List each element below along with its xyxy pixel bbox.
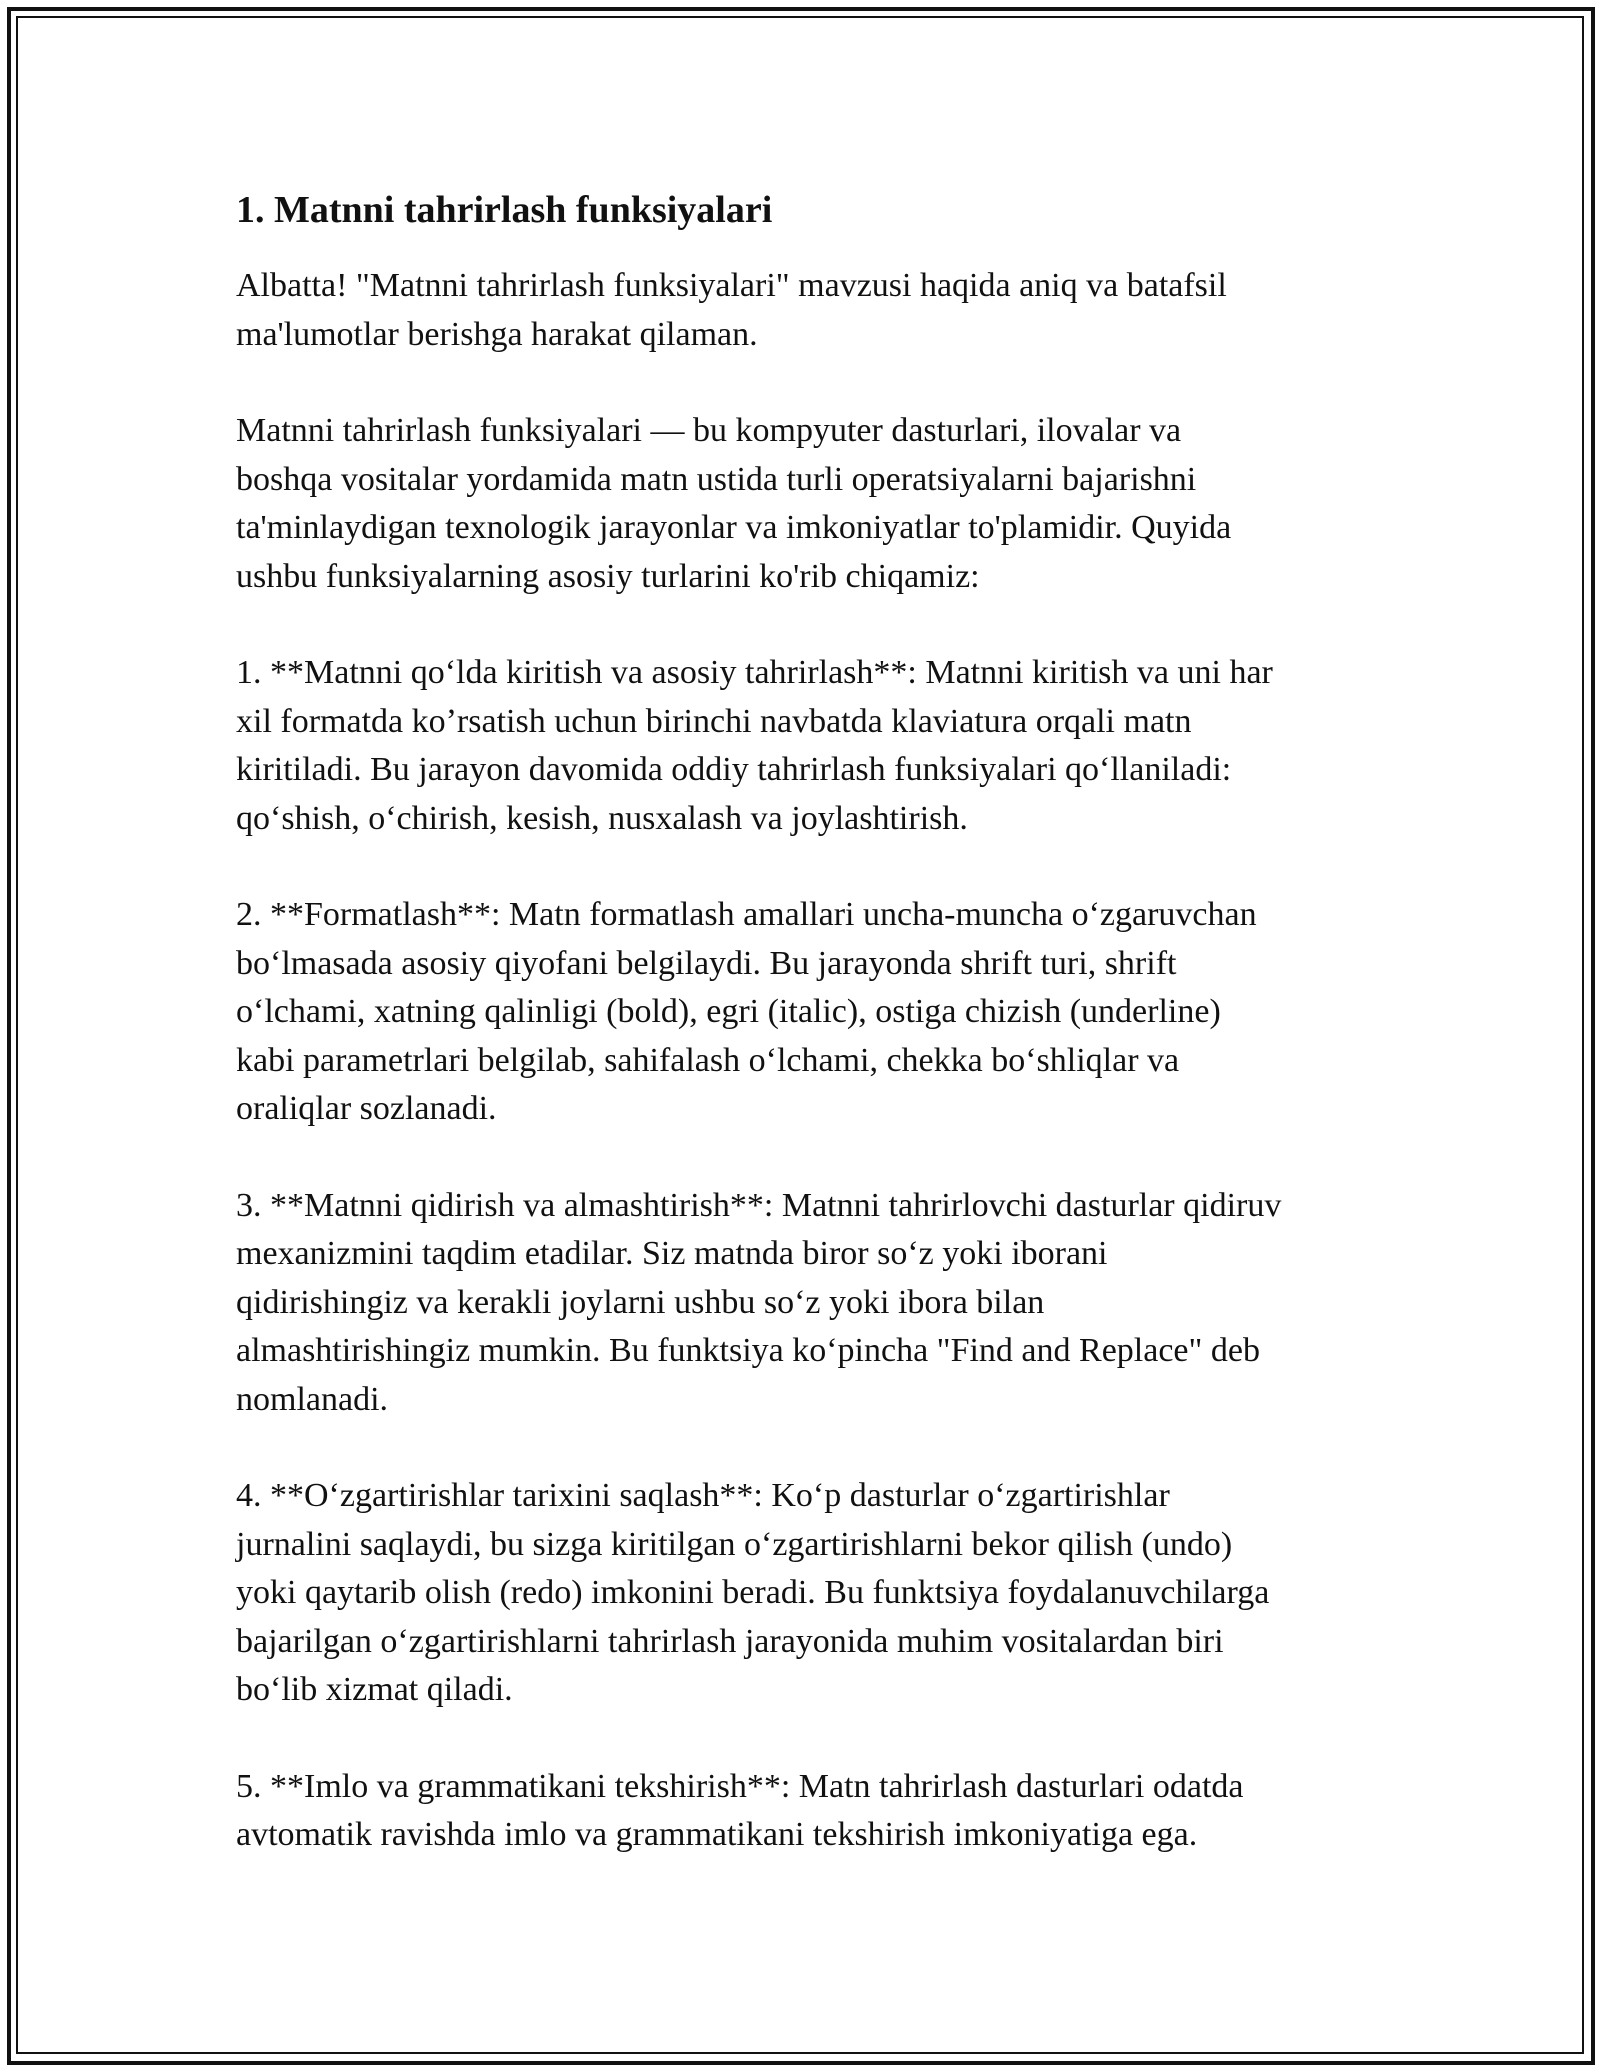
list-item-manual-input: 1. **Matnni qoʻlda kiritish va asosiy tahrirlash**: Matnni kiritish va uni har xil formatda koʼrsatish uchun birinchi navbatda klaviatura orqali matn kiritiladi. Bu jarayon davomida oddiy tahrirlash funksiyalari qoʻllaniladi: qoʻshish, oʻchirish, kesish, nusxalash va joylashtirish. — [236, 654, 1273, 837]
list-item-formatting: 2. **Formatlash**: Matn formatlash amallari uncha-muncha oʻzgaruvchan boʻlmasada asosiy qiyofani belgilaydi. Bu jarayonda shrift turi, shrift oʻlchami, xatning qalinligi (bold), egri (italic), ostiga chizish (underline) kabi parametrlari belgilab, sahifalash oʻlchami, chekka boʻshliqlar va oraliqlar sozlanadi. — [236, 896, 1257, 1127]
list-item-spell-check: 5. **Imlo va grammatikani tekshirish**: Matn tahrirlash dasturlari odatda avtomatik ravishda imlo va grammatikani tekshirish imkoniyatiga ega. — [236, 1767, 1244, 1853]
document-title: 1. Matnni tahrirlash funksiyalari — [236, 189, 773, 231]
intro-paragraph: Albatta! "Matnni tahrirlash funksiyalari" mavzusi haqida aniq va batafsil ma'lumotlar berishga harakat qilaman. — [236, 267, 1227, 353]
list-item-find-replace: 3. **Matnni qidirish va almashtirish**: Matnni tahrirlovchi dasturlar qidiruv mexanizmini taqdim etadilar. Siz matnda biror soʻz yoki iborani qidirishingiz va kerakli joylarni ushbu soʻz yoki ibora bilan almashtirishingiz mumkin. Bu funktsiya koʻpincha "Find and Replace" deb nomlanadi. — [236, 1186, 1282, 1418]
definition-paragraph: Matnni tahrirlash funksiyalari — bu kompyuter dasturlari, ilovalar va boshqa vositalar yordamida matn ustida turli operatsiyalarni bajarishni ta'minlaydigan texnologik jarayonlar va imkoniyatlar to'plamidir. Quyida ushbu funksiyalarning asosiy turlarini ko'rib chiqamiz: — [236, 412, 1232, 595]
document-body — [236, 186, 1386, 1908]
list-item-change-history: 4. **Oʻzgartirishlar tarixini saqlash**: Koʻp dasturlar oʻzgartirishlar jurnalini saqlaydi, bu sizga kiritilgan oʻzgartirishlarni bekor qilish (undo) yoki qaytarib olish (redo) imkonini beradi. Bu funktsiya foydalanuvchilarga bajarilgan oʻzgartirishlarni tahrirlash jarayonida muhim vositalardan biri boʻlib xizmat qiladi. — [236, 1477, 1270, 1708]
